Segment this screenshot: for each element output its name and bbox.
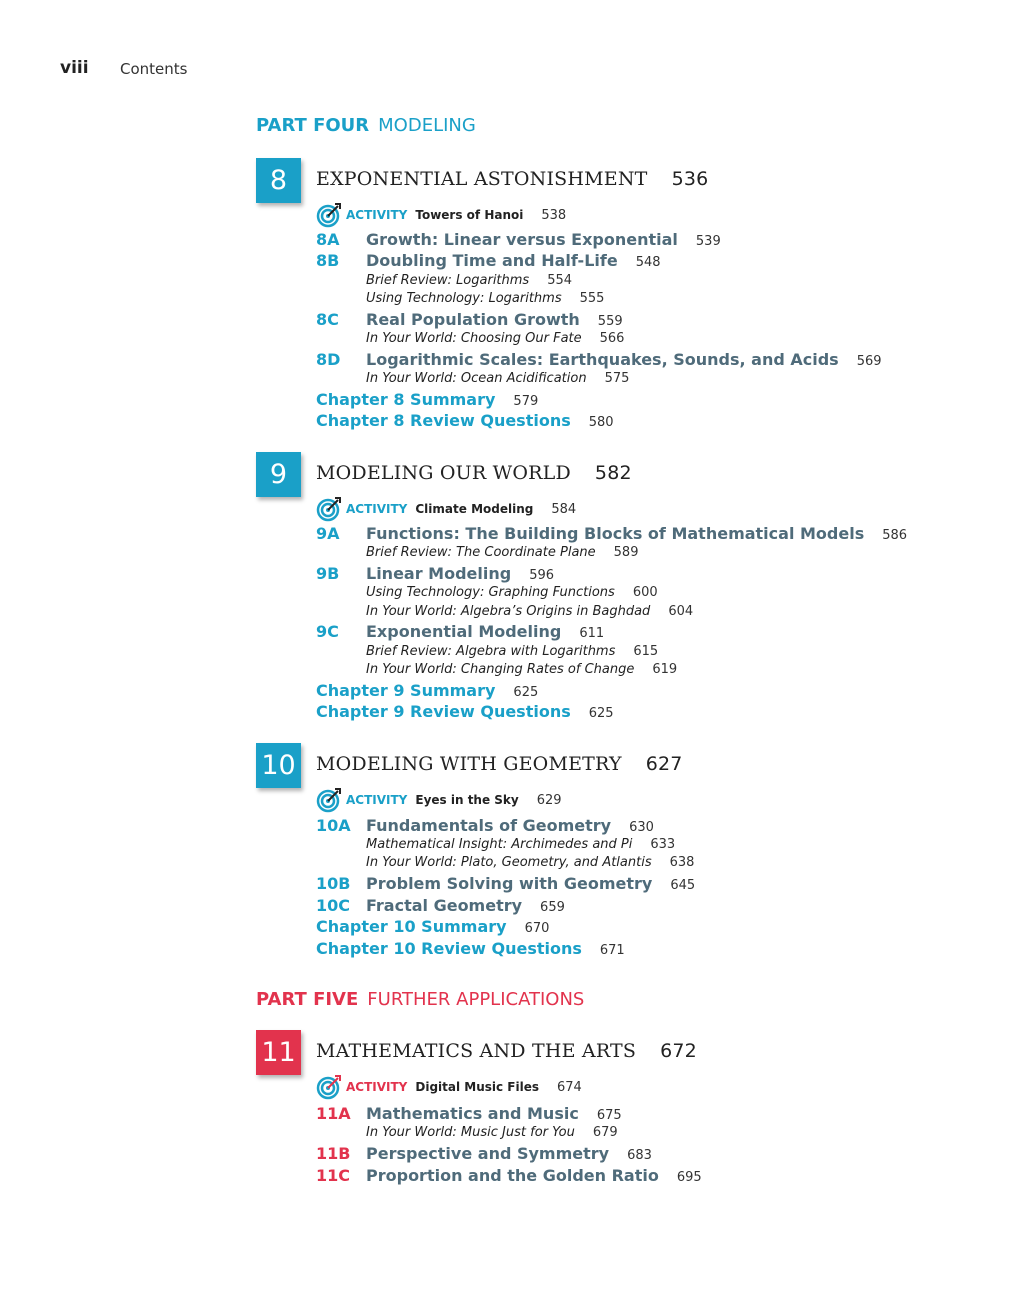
section-page: 630 bbox=[629, 820, 654, 835]
section-title: Perspective and Symmetry bbox=[366, 1144, 610, 1163]
section-8b[interactable] bbox=[316, 251, 661, 270]
section-code: 10B bbox=[316, 874, 351, 893]
section-code: 9A bbox=[316, 524, 340, 543]
subsection[interactable] bbox=[366, 644, 658, 659]
section-page: 586 bbox=[882, 528, 908, 543]
section-8c[interactable] bbox=[316, 310, 623, 329]
section-code: 11B bbox=[316, 1144, 351, 1163]
section-9c[interactable] bbox=[316, 622, 604, 641]
activity-label: ACTIVITY bbox=[346, 502, 408, 516]
part-name: FURTHER APPLICATIONS bbox=[367, 989, 585, 1010]
chapter-review[interactable] bbox=[316, 939, 625, 958]
section-page: 675 bbox=[596, 1108, 622, 1123]
subsection-page: 554 bbox=[547, 273, 573, 288]
subsection-page: 600 bbox=[632, 585, 658, 600]
subsection-title: Using Technology: Logarithms bbox=[366, 291, 562, 306]
review-page: 671 bbox=[599, 943, 625, 958]
summary-title: Chapter 10 Summary bbox=[316, 917, 507, 936]
review-title: Chapter 8 Review Questions bbox=[316, 411, 571, 430]
target-icon bbox=[316, 787, 342, 813]
chapter-summary[interactable] bbox=[316, 681, 538, 700]
section-title: Logarithmic Scales: Earthquakes, Sounds, and Acids bbox=[366, 350, 839, 369]
subsection-title: In Your World: Plato, Geometry, and Atlantis bbox=[366, 855, 652, 870]
section-10c[interactable] bbox=[316, 896, 565, 915]
page-number: viii bbox=[60, 58, 89, 78]
part-four-heading bbox=[256, 115, 476, 136]
chapter-page: 536 bbox=[671, 168, 709, 190]
section-title: Problem Solving with Geometry bbox=[366, 874, 653, 893]
section-title: Fundamentals of Geometry bbox=[366, 816, 612, 835]
subsection[interactable] bbox=[366, 291, 604, 306]
summary-page: 579 bbox=[513, 394, 539, 409]
chapter-title[interactable] bbox=[316, 753, 683, 775]
activity-row[interactable] bbox=[316, 202, 566, 228]
chapter-number-badge: 9 bbox=[256, 452, 301, 497]
section-title: Doubling Time and Half-Life bbox=[366, 251, 618, 270]
section-page: 548 bbox=[635, 255, 661, 270]
section-title: Exponential Modeling bbox=[366, 622, 562, 641]
chapter-number-badge: 11 bbox=[256, 1030, 301, 1075]
summary-title: Chapter 9 Summary bbox=[316, 681, 496, 700]
chapter-review[interactable] bbox=[316, 702, 614, 721]
subsection-title: In Your World: Choosing Our Fate bbox=[366, 331, 582, 346]
chapter-page: 582 bbox=[594, 462, 632, 484]
subsection-title: In Your World: Music Just for You bbox=[366, 1125, 575, 1140]
summary-page: 625 bbox=[513, 685, 539, 700]
section-code: 8A bbox=[316, 230, 340, 249]
section-11c[interactable] bbox=[316, 1166, 702, 1185]
activity-page: 629 bbox=[536, 792, 562, 808]
section-page: 539 bbox=[695, 234, 721, 249]
subsection-page: 638 bbox=[669, 855, 695, 870]
subsection-page: 589 bbox=[613, 545, 639, 560]
subsection[interactable] bbox=[366, 545, 638, 560]
chapter-summary[interactable] bbox=[316, 917, 549, 936]
chapter-page: 627 bbox=[645, 753, 683, 775]
section-page: 559 bbox=[597, 314, 623, 329]
section-page: 569 bbox=[856, 354, 882, 369]
section-title: Proportion and the Golden Ratio bbox=[366, 1166, 659, 1185]
running-head: Contents bbox=[120, 60, 188, 78]
section-code: 9B bbox=[316, 564, 340, 583]
activity-page: 538 bbox=[541, 207, 567, 223]
section-title: Functions: The Building Blocks of Mathematical Models bbox=[366, 524, 865, 543]
section-code: 8C bbox=[316, 310, 339, 329]
subsection-page: 555 bbox=[579, 291, 605, 306]
section-11b[interactable] bbox=[316, 1144, 652, 1163]
section-title: Real Population Growth bbox=[366, 310, 580, 329]
activity-name: Digital Music Files bbox=[415, 1080, 540, 1094]
chapter-number-badge: 8 bbox=[256, 158, 301, 203]
section-title: Linear Modeling bbox=[366, 564, 512, 583]
activity-name: Climate Modeling bbox=[415, 502, 534, 516]
review-page: 580 bbox=[588, 415, 614, 430]
chapter-number-badge: 10 bbox=[256, 743, 301, 788]
section-page: 683 bbox=[627, 1148, 652, 1163]
activity-row[interactable] bbox=[316, 1074, 582, 1100]
section-code: 8D bbox=[316, 350, 341, 369]
chapter-review[interactable] bbox=[316, 411, 614, 430]
section-code: 8B bbox=[316, 251, 340, 270]
section-10a[interactable] bbox=[316, 816, 654, 835]
review-title: Chapter 10 Review Questions bbox=[316, 939, 582, 958]
section-8d[interactable] bbox=[316, 350, 882, 369]
review-page: 625 bbox=[588, 706, 614, 721]
section-8a[interactable] bbox=[316, 230, 721, 249]
subsection-title: Brief Review: Logarithms bbox=[366, 273, 530, 288]
section-page: 695 bbox=[676, 1170, 702, 1185]
chapter-page: 672 bbox=[660, 1040, 697, 1062]
section-code: 11C bbox=[316, 1166, 351, 1185]
chapter-title[interactable] bbox=[316, 462, 632, 484]
summary-page: 670 bbox=[524, 921, 550, 936]
subsection[interactable] bbox=[366, 662, 677, 677]
section-code: 10A bbox=[316, 816, 351, 835]
chapter-title[interactable] bbox=[316, 1040, 697, 1062]
activity-label: ACTIVITY bbox=[346, 1080, 408, 1094]
activity-page: 674 bbox=[557, 1079, 582, 1095]
chapter-summary[interactable] bbox=[316, 390, 538, 409]
subsection-page: 575 bbox=[604, 371, 630, 386]
chapter-title-text: MODELING WITH GEOMETRY bbox=[316, 753, 622, 775]
subsection-title: In Your World: Ocean Acidification bbox=[366, 371, 587, 386]
section-10b[interactable] bbox=[316, 874, 695, 893]
subsection-page: 604 bbox=[668, 604, 694, 619]
subsection[interactable] bbox=[366, 585, 658, 600]
subsection-title: Mathematical Insight: Archimedes and Pi bbox=[366, 837, 633, 852]
chapter-title[interactable] bbox=[316, 168, 708, 190]
section-9a[interactable] bbox=[316, 524, 907, 543]
section-page: 659 bbox=[540, 900, 565, 915]
part-label: PART FIVE bbox=[256, 989, 359, 1010]
part-name: MODELING bbox=[378, 115, 476, 136]
subsection-title: In Your World: Algebra’s Origins in Baghdad bbox=[366, 604, 651, 619]
section-title: Mathematics and Music bbox=[366, 1104, 579, 1123]
part-five-heading bbox=[256, 989, 584, 1010]
activity-page: 584 bbox=[551, 501, 577, 517]
activity-name: Towers of Hanoi bbox=[415, 208, 524, 222]
section-title: Growth: Linear versus Exponential bbox=[366, 230, 678, 249]
section-code: 11A bbox=[316, 1104, 351, 1123]
section-code: 10C bbox=[316, 896, 351, 915]
subsection[interactable] bbox=[366, 604, 693, 619]
subsection-page: 679 bbox=[592, 1125, 618, 1140]
section-page: 596 bbox=[529, 568, 555, 583]
subsection[interactable] bbox=[366, 837, 675, 852]
summary-title: Chapter 8 Summary bbox=[316, 390, 496, 409]
activity-label: ACTIVITY bbox=[346, 793, 408, 807]
subsection-page: 619 bbox=[652, 662, 678, 677]
activity-row[interactable] bbox=[316, 496, 576, 522]
section-title: Fractal Geometry bbox=[366, 896, 523, 915]
subsection[interactable] bbox=[366, 273, 572, 288]
section-11a[interactable] bbox=[316, 1104, 622, 1123]
target-icon bbox=[316, 202, 342, 228]
activity-label: ACTIVITY bbox=[346, 208, 408, 222]
subsection-page: 615 bbox=[633, 644, 659, 659]
subsection-title: Brief Review: The Coordinate Plane bbox=[366, 545, 596, 560]
subsection-page: 633 bbox=[650, 837, 676, 852]
section-9b[interactable] bbox=[316, 564, 554, 583]
target-icon bbox=[316, 1074, 342, 1100]
chapter-title-text: EXPONENTIAL ASTONISHMENT bbox=[316, 168, 648, 190]
part-label: PART FOUR bbox=[256, 115, 370, 136]
subsection-page: 566 bbox=[599, 331, 625, 346]
chapter-title-text: MATHEMATICS AND THE ARTS bbox=[316, 1040, 637, 1062]
review-title: Chapter 9 Review Questions bbox=[316, 702, 571, 721]
subsection[interactable] bbox=[366, 855, 694, 870]
target-icon bbox=[316, 496, 342, 522]
subsection[interactable] bbox=[366, 371, 629, 386]
subsection-title: Brief Review: Algebra with Logarithms bbox=[366, 644, 616, 659]
subsection[interactable] bbox=[366, 1125, 618, 1140]
section-page: 645 bbox=[670, 878, 696, 893]
subsection-title: Using Technology: Graphing Functions bbox=[366, 585, 615, 600]
chapter-title-text: MODELING OUR WORLD bbox=[316, 462, 571, 484]
subsection[interactable] bbox=[366, 331, 624, 346]
activity-name: Eyes in the Sky bbox=[415, 793, 519, 807]
subsection-title: In Your World: Changing Rates of Change bbox=[366, 662, 635, 677]
section-code: 9C bbox=[316, 622, 339, 641]
activity-row[interactable] bbox=[316, 787, 562, 813]
section-page: 611 bbox=[579, 626, 605, 641]
